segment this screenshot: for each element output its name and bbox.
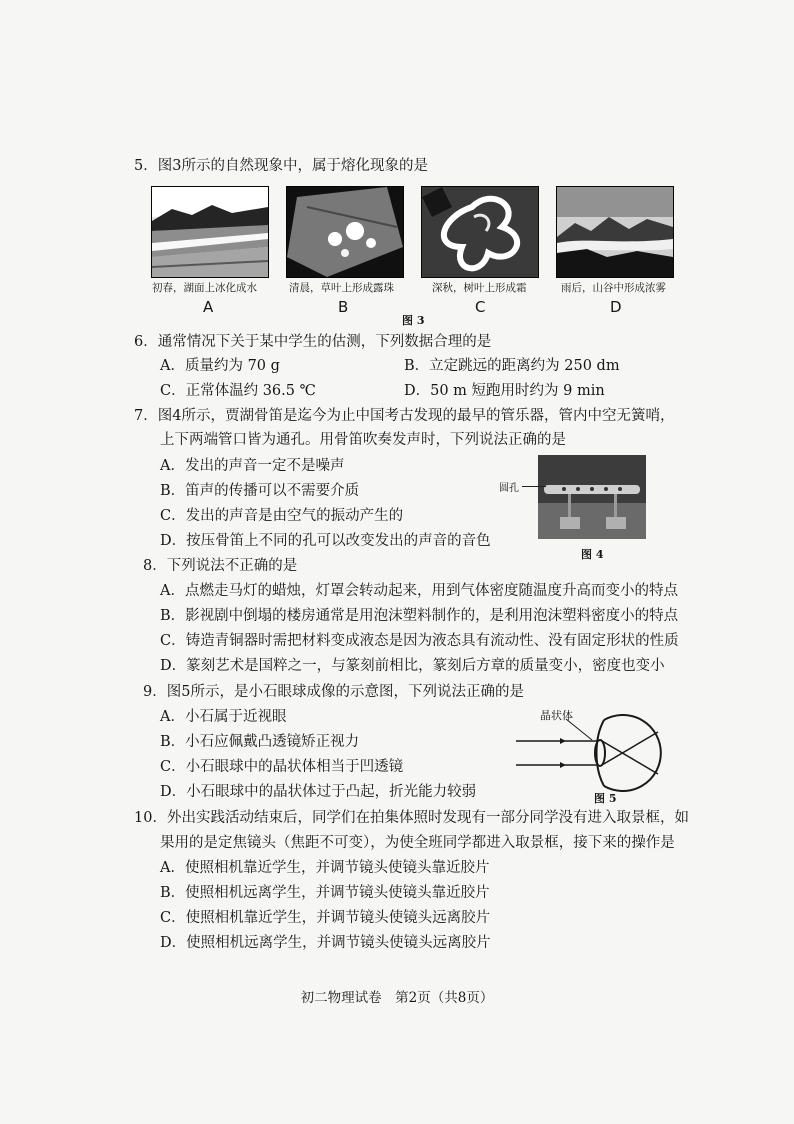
q10-option-d: D．使照相机远离学生，并调节镜头使镜头远离胶片 xyxy=(160,935,491,951)
q9-option-d: D．小石眼球中的晶状体过于凸起，折光能力较弱 xyxy=(160,784,477,800)
q7-option-c: C．发出的声音是由空气的振动产生的 xyxy=(160,508,404,524)
q9-option-a: A．小石属于近视眼 xyxy=(160,709,287,725)
photo-dew-on-leaf xyxy=(286,186,404,278)
q9-stem: 9．图5所示，是小石眼球成像的示意图，下列说法正确的是 xyxy=(143,684,524,700)
figure-4-label: 图 4 xyxy=(581,548,604,561)
lens-label: 晶状体 xyxy=(540,709,573,722)
q8-option-c: C．铸造青铜器时需把材料变成液态是因为液态具有流动性、没有固定形状的性质 xyxy=(160,633,679,649)
q9-option-c: C．小石眼球中的晶状体相当于凹透镜 xyxy=(160,759,404,775)
q7-stem-line1: 7．图4所示，贾湖骨笛是迄今为止中国考古发现的最早的管乐器，管内中空无簧哨， xyxy=(134,408,675,424)
figure-3-label: 图 3 xyxy=(402,314,425,327)
q10-option-a: A．使照相机靠近学生，并调节镜头使镜头靠近胶片 xyxy=(160,860,490,876)
photo-lake-ice-melting xyxy=(151,186,269,278)
photo-valley-fog xyxy=(556,186,674,278)
caption-c: 深秋，树叶上形成霜 xyxy=(432,282,527,294)
q8-option-d: D．篆刻艺术是国粹之一，与篆刻前相比，篆刻后方章的质量变小，密度也变小 xyxy=(160,658,665,674)
letter-b: B xyxy=(338,298,349,316)
figure-5-label: 图 5 xyxy=(594,792,617,805)
q6-option-d: D．50 m 短跑用时约为 9 min xyxy=(404,383,605,399)
q6-stem: 6．通常情况下关于某中学生的估测，下列数据合理的是 xyxy=(134,334,492,350)
q7-stem-line2: 上下两端管口皆为通孔。用骨笛吹奏发声时，下列说法正确的是 xyxy=(160,432,566,448)
caption-d: 雨后，山谷中形成浓雾 xyxy=(561,282,666,294)
q6-option-b: B．立定跳远的距离约为 250 dm xyxy=(404,358,620,374)
bone-flute-photo xyxy=(538,455,646,539)
q10-stem-line2: 果用的是定焦镜头（焦距不可变），为使全班同学都进入取景框，接下来的操作是 xyxy=(160,835,675,851)
q10-stem-line1: 10．外出实践活动结束后，同学们在拍集体照时发现有一部分同学没有进入取景框，如 xyxy=(134,810,689,826)
caption-a: 初春，湖面上冰化成水 xyxy=(152,282,257,294)
q6-option-a: A．质量约为 70 g xyxy=(160,358,280,374)
q8-option-a: A．点燃走马灯的蜡烛，灯罩会转动起来，用到气体密度随温度升高而变小的特点 xyxy=(160,583,678,599)
q8-stem: 8．下列说法不正确的是 xyxy=(143,558,298,574)
q9-option-b: B．小石应佩戴凸透镜矫正视力 xyxy=(160,734,360,750)
q7-option-a: A．发出的声音一定不是噪声 xyxy=(160,458,345,474)
q10-option-c: C．使照相机靠近学生，并调节镜头使镜头远离胶片 xyxy=(160,910,491,926)
caption-b: 清晨，草叶上形成露珠 xyxy=(289,282,394,294)
letter-d: D xyxy=(610,298,622,316)
q5-stem: 5．图3所示的自然现象中，属于熔化现象的是 xyxy=(134,158,428,174)
photo-frost-on-leaf xyxy=(421,186,539,278)
hole-leader-line xyxy=(522,486,546,487)
q8-option-b: B．影视剧中倒塌的楼房通常是用泡沫塑料制作的，是利用泡沫塑料密度小的特点 xyxy=(160,608,679,624)
q7-option-d: D．按压骨笛上不同的孔可以改变发出的声音的音色 xyxy=(160,533,491,549)
letter-c: C xyxy=(475,298,486,316)
page-footer: 初二物理试卷 第2页（共8页） xyxy=(300,990,494,1006)
hole-label: 圆孔 xyxy=(499,483,519,494)
eye-diagram xyxy=(512,712,664,794)
q10-option-b: B．使照相机远离学生，并调节镜头使镜头靠近胶片 xyxy=(160,885,490,901)
letter-a: A xyxy=(203,298,214,316)
q7-option-b: B．笛声的传播可以不需要介质 xyxy=(160,483,360,499)
q6-option-c: C．正常体温约 36.5 ℃ xyxy=(160,383,316,399)
